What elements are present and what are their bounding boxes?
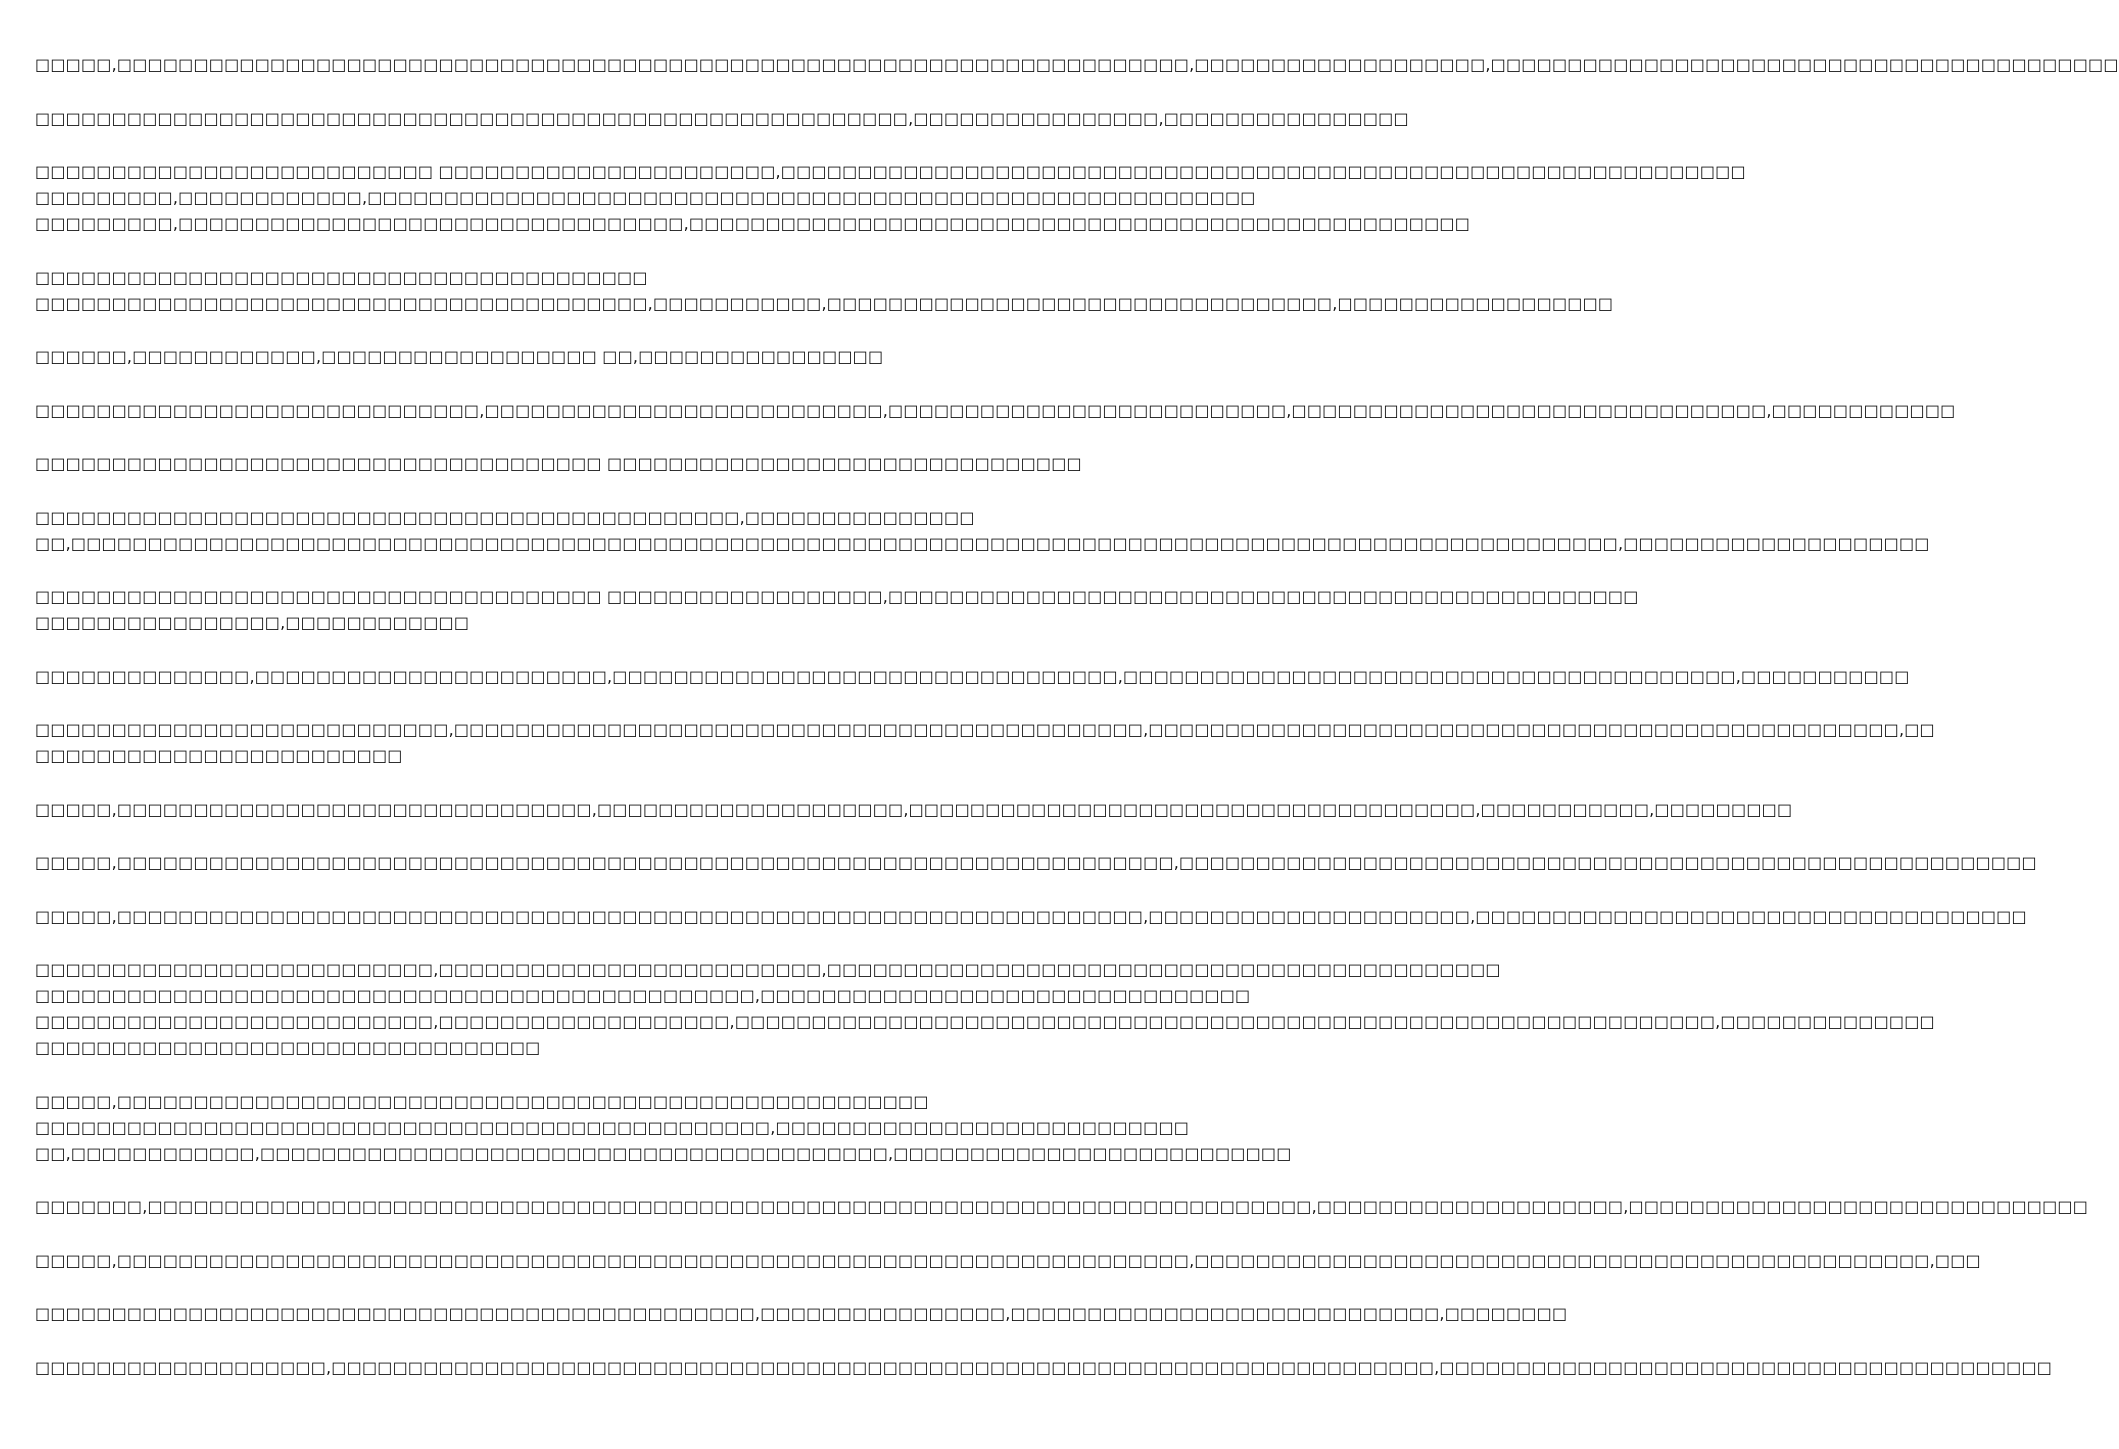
- text-line: □□□□□□□□□□□□□□□□□□□□□□□□□□□□□□□□□□□□□ □□□□□□□□□□□□□□□□□□,□□□□□□□□□□□□□□□□□□□□□□□□□□□□□□□□□□□□□□□□□□□□□□□□□: [35, 587, 1639, 606]
- text-line: □□,□□□□□□□□□□□□,□□□□□□□□□□□□□□□□□□□□□□□□□□□□□□□□□□□□□□□□□,□□□□□□□□□□□□□□□□□□□□□□□□□□: [35, 1143, 1292, 1163]
- paragraph: [35, 957, 1935, 1061]
- paragraph: [35, 344, 991, 370]
- text-line: □□□□□,□□□□□□□□□□□□□□□□□□□□□□□□□□□□□□□□□□□□□□□□□□□□□□□□□□□□□□□□□□□□□□□□□□□,□□□□□□□□□□□□□□□□□□□□□,□□□□□□□□□□□□□□□□□□□□□□□□□□□□□□□□□□□□: [35, 906, 2027, 926]
- paragraph: [35, 451, 1082, 477]
- text-line: □□□□□□□□□□□□□□□□□□□□□□□□□□□□□□□□□□□□□□□□□□□□□□□□□□□□□□□□□,□□□□□□□□□□□□□□□□,□□□□□□□□□□□□□□□□: [35, 108, 1409, 128]
- text-line: □□□□□□□□□□□□□□□□□□□□□□□□□□□□□□□□□□□□□ □□□□□□□□□□□□□□□□□□□□□□□□□□□□□□□: [35, 454, 1082, 473]
- text-line: □□,□□□□□□□□□□□□□□□□□□□□□□□□□□□□□□□□□□□□□□□□□□□□□□□□□□□□□□□□□□□□□□□□□□□□□□□□□□□□□□□□□□□□□□□□□□□□□□□□□□□□□,□□□□□□□□□□□□□□□□□□□□: [35, 533, 1930, 553]
- paragraph: [35, 1355, 2053, 1381]
- paragraph: [35, 584, 1639, 636]
- paragraph: [35, 1301, 1568, 1327]
- paragraph: [35, 265, 1614, 317]
- text-line: □□□□□,□□□□□□□□□□□□□□□□□□□□□□□□□□□□□□□□□□□□□□□□□□□□□□□□□□□□□□□□□□□□□□□□□□□□□□,□□□□□□□□□□□□□□□□□□□,□□□□□□□□□□□□□□□□□□□□□□□□□□□□□□□□□□□□□□□□□: [35, 55, 2119, 74]
- text-line: □□□□□□□□□□□□□□,□□□□□□□□□□□□□□□□□□□□□□□,□□□□□□□□□□□□□□□□□□□□□□□□□□□□□□□□□,□□□□□□□□□□□□□□□□□□□□□□□□□□□□□□□□□□□□□□□□,□□□□□□□□□□□: [35, 666, 1910, 686]
- text-line: □□□□□,□□□□□□□□□□□□□□□□□□□□□□□□□□□□□□□,□□□□□□□□□□□□□□□□□□□□,□□□□□□□□□□□□□□□□□□□□□□□□□□□□□□□□□□□□□,□□□□□□□□□□□,□□□□□□□□□: [35, 799, 1793, 819]
- paragraph: [35, 505, 1930, 557]
- document-body: [35, 52, 2119, 1408]
- text-line: □□□□□□□□□□□□□□□□□□□□□□□□□□□□□□□□□□□□□□□□: [35, 267, 648, 287]
- paragraph: [35, 159, 1746, 237]
- text-line: □□□□□□□□□□□□□□□□□□□□□□□□□□□,□□□□□□□□□□□□□□□□□□□□□□□□□□□□□□□□□□□□□□□□□□□□□,□□□□□□□□□□□□□□□□□□□□□□□□□□□□□□□□□□□□□□□□□□□□□□□□□,□□: [35, 720, 1935, 739]
- paragraph: [35, 717, 1935, 769]
- paragraph: [35, 797, 1793, 823]
- text-line: □□□□□□□□□,□□□□□□□□□□□□,□□□□□□□□□□□□□□□□□□□□□□□□□□□□□□□□□□□□□□□□□□□□□□□□□□□□□□□□□□: [35, 188, 1256, 207]
- text-line: □□□□□□□□□□□□□□□□□□□□□□□□: [35, 746, 403, 765]
- text-line: □□□□□□□□□□□□□□□□,□□□□□□□□□□□□: [35, 613, 470, 632]
- text-line: □□□□□□□□□□□□□□□□□□□□□□□□□□□□□□□□□□□□□□□□,□□□□□□□□□□□,□□□□□□□□□□□□□□□□□□□□□□□□□□□□□□□□□,□□□□□□□□□□□□□□□□□□: [35, 293, 1614, 313]
- paragraph: [35, 1248, 1981, 1274]
- text-line: □□□□□□□□□□□□□□□□□□□□□□□□□□□□□□□□□□□□□□□□□□□□□□□,□□□□□□□□□□□□□□□□,□□□□□□□□□□□□□□□□□□□□□□□□□□□□,□□□□□□□□: [35, 1304, 1568, 1323]
- text-line: □□□□□,□□□□□□□□□□□□□□□□□□□□□□□□□□□□□□□□□□□□□□□□□□□□□□□□□□□□□: [35, 1091, 929, 1111]
- text-line: □□□□□□□□□□□□□□□□□□□□□□□□□□□□□,□□□□□□□□□□□□□□□□□□□□□□□□□□,□□□□□□□□□□□□□□□□□□□□□□□□□□,□□□□□□□□□□□□□□□□□□□□□□□□□□□□□□□,□□□□□□□□□□□□: [35, 400, 1956, 420]
- text-line: □□□□□□□□□□□□□□□□□□□□□□□□□□,□□□□□□□□□□□□□□□□□□□□□□□□□,□□□□□□□□□□□□□□□□□□□□□□□□□□□□□□□□□□□□□□□□□□□□: [35, 960, 1501, 979]
- text-line: □□□□□□□□□□□□□□□□□□□□□□□□□□□□□□□□□□□□□□□□□□□□□□□□,□□□□□□□□□□□□□□□□□□□□□□□□□□□: [35, 1117, 1190, 1137]
- paragraph: [35, 664, 1910, 690]
- paragraph: [35, 52, 2119, 78]
- paragraph: [35, 398, 1956, 424]
- text-line: □□□□□□□□□□□□□□□□□□□□□□□□□□□□□□□□□: [35, 1038, 541, 1057]
- text-line: □□□□□□□□□□□□□□□□□□□□□□□□□□ □□□□□□□□□□□□□□□□□□□□□□,□□□□□□□□□□□□□□□□□□□□□□□□□□□□□□□□□□□□□□□□□□□□□□□□□□□□□□□□□□□□□□□: [35, 162, 1746, 181]
- paragraph: [35, 106, 1409, 132]
- paragraph: [35, 1089, 1292, 1167]
- paragraph: [35, 850, 2037, 876]
- text-line: □□□□□□□□□□□□□□□□□□□□□□□□□□□□□□□□□□□□□□□□□□□□□□,□□□□□□□□□□□□□□□: [35, 507, 975, 527]
- text-line: □□□□□□□□□□□□□□□□□□□□□□□□□□,□□□□□□□□□□□□□□□□□□□,□□□□□□□□□□□□□□□□□□□□□□□□□□□□□□□□□□□□□□□□□□□□□□□□□□□□□□□□□□□□□□□□,□□□□□□□□□□□□□□: [35, 1012, 1935, 1031]
- text-line: □□□□□□,□□□□□□□□□□□□,□□□□□□□□□□□□□□□□□□ □□,□□□□□□□□□□□□□□□□: [35, 347, 884, 366]
- text-line: □□□□□□□,□□□□□□□□□□□□□□□□□□□□□□□□□□□□□□□□□□□□□□□□□□□□□□□□□□□□□□□□□□□□□□□□□□□□□□□□□□□□,□□□□□□□□□□□□□□□□□□□□,□□□□□□□□□□□□□□□□□□□□□□□□□□□□□□: [35, 1197, 2089, 1216]
- text-line: □□□□□□□□□□□□□□□□□□□□□□□□□□□□□□□□□□□□□□□□□□□□□□□,□□□□□□□□□□□□□□□□□□□□□□□□□□□□□□□□: [35, 986, 1251, 1005]
- paragraph: [35, 1194, 2089, 1220]
- paragraph: [35, 904, 2027, 930]
- text-line: □□□□□,□□□□□□□□□□□□□□□□□□□□□□□□□□□□□□□□□□□□□□□□□□□□□□□□□□□□□□□□□□□□□□□□□□□□□□,□□□□□□□□□□□□□□□□□□□□□□□□□□□□□□□□□□□□□□□□□□□□□□□□,□□□: [35, 1250, 1981, 1270]
- text-line: □□□□□□□□□,□□□□□□□□□□□□□□□□□□□□□□□□□□□□□□□□□,□□□□□□□□□□□□□□□□□□□□□□□□□□□□□□□□□□□□□□□□□□□□□□□□□□□: [35, 214, 1471, 233]
- text-line: □□□□□□□□□□□□□□□□□□□,□□□□□□□□□□□□□□□□□□□□□□□□□□□□□□□□□□□□□□□□□□□□□□□□□□□□□□□□□□□□□□□□□□□□□□□□,□□□□□□□□□□□□□□□□□□□□□□□□□□□□□□□□□□□□□□□□: [35, 1357, 2053, 1377]
- text-line: □□□□□,□□□□□□□□□□□□□□□□□□□□□□□□□□□□□□□□□□□□□□□□□□□□□□□□□□□□□□□□□□□□□□□□□□□□□,□□□□□□□□□□□□□□□□□□□□□□□□□□□□□□□□□□□□□□□□□□□□□□□□□□□□□□□□: [35, 853, 2037, 872]
